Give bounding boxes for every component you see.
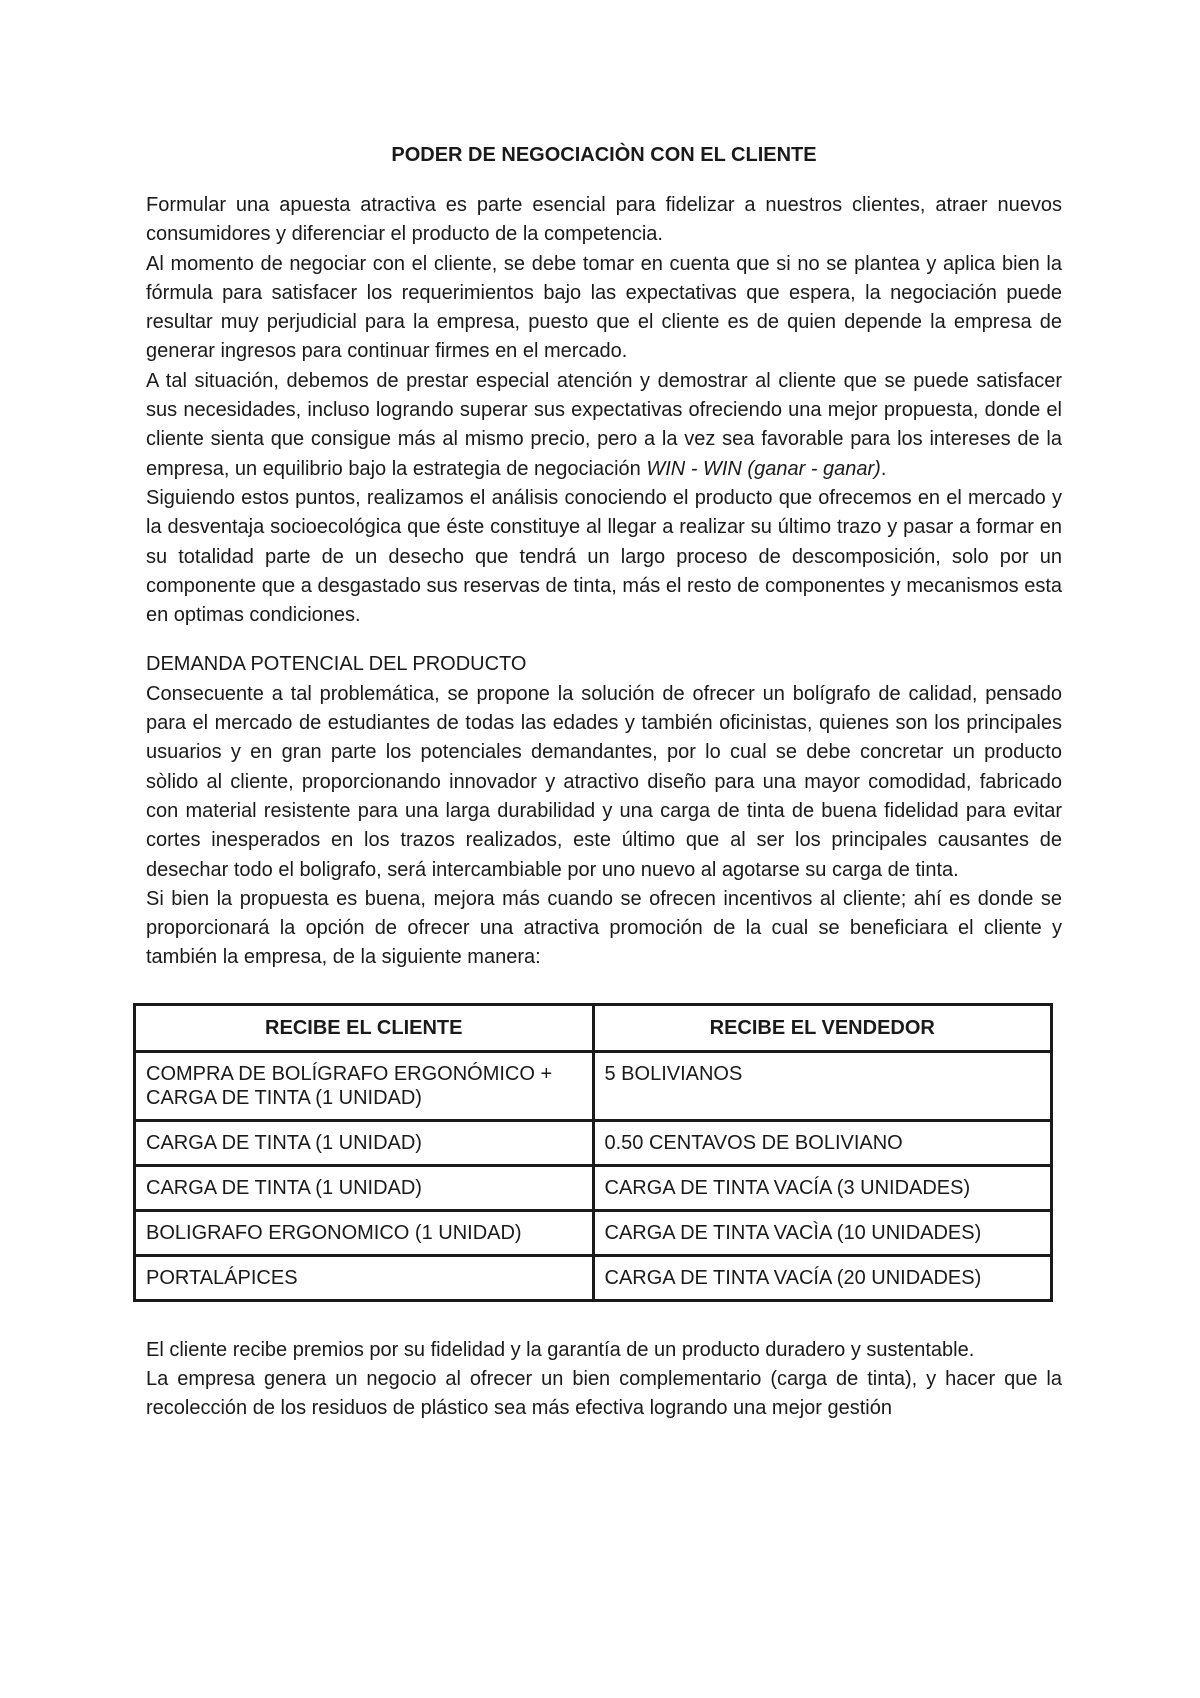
paragraph-win-text: A tal situación, debemos de prestar especial atención y demostrar al cliente que se puede satisfacer sus necesidades, incluso logrando superar sus expectativas ofreciendo una mejor propuesta, donde el cliente sienta que consigue más al mismo precio, pero a la vez sea favorable para los intereses de la empresa, un equilibrio bajo la estrategia de negociación <box>146 369 1062 480</box>
table-row <box>135 1165 1052 1210</box>
table-row <box>135 1255 1052 1300</box>
table-cell: COMPRA DE BOLÍGRAFO ERGONÓMICO + CARGA DE TINTA (1 UNIDAD) <box>135 1051 594 1120</box>
document-title: PODER DE NEGOCIACIÒN CON EL CLIENTE <box>391 144 817 166</box>
paragraph-win-strategy <box>146 367 1062 484</box>
table-cell: CARGA DE TINTA VACÌA (10 UNIDADES) <box>593 1210 1052 1255</box>
table-header-row <box>135 1004 1052 1051</box>
table-row <box>135 1210 1052 1255</box>
promotion-table <box>133 1003 1053 1302</box>
table-cell: 0.50 CENTAVOS DE BOLIVIANO <box>593 1120 1052 1165</box>
paragraph-closing-1: El cliente recibe premios por su fidelidad y la garantía de un producto duradero y sustentable. <box>146 1338 975 1361</box>
table-row <box>135 1120 1052 1165</box>
paragraph-demand-2: Si bien la propuesta es buena, mejora más cuando se ofrecen incentivos al cliente; ahí es donde se proporcionará la opción de ofrecer una atractiva promoción de la cual se beneficiara el cliente y también la empresa, de la siguiente manera: <box>146 887 1062 969</box>
spacer <box>146 630 1062 650</box>
header-seller-receives: RECIBE EL VENDEDOR <box>593 1004 1052 1051</box>
table-cell: PORTALÁPICES <box>135 1255 594 1300</box>
paragraph-closing-2: La empresa genera un negocio al ofrecer un bien complementario (carga de tinta), y hacer que la recolección de los residuos de plástico sea más efectiva logrando una mejor gestión <box>146 1368 1062 1420</box>
section-heading-demand: DEMANDA POTENCIAL DEL PRODUCTO <box>146 653 527 676</box>
paragraph-intro-2: Al momento de negociar con el cliente, se debe tomar en cuenta que si no se plantea y aplica bien la fórmula para satisfacer los requerimientos bajo las expectativas que espera, la negociación puede resultar muy perjudicial para la empresa, puesto que el cliente es de quien depende la empresa de generar ingresos para continuar firmes en el mercado. <box>146 252 1062 363</box>
paragraph-win-end: . <box>880 457 887 480</box>
table-row <box>135 1051 1052 1120</box>
table-cell: CARGA DE TINTA VACÍA (3 UNIDADES) <box>593 1165 1052 1210</box>
header-client-receives: RECIBE EL CLIENTE <box>135 1004 594 1051</box>
paragraph-demand-1: Consecuente a tal problemática, se propone la solución de ofrecer un bolígrafo de calidad, pensado para el mercado de estudiantes de todas las edades y también oficinistas, quienes son los principales usuarios y en gran parte los potenciales demandantes, por lo cual se debe concretar un producto sòlido al cliente, proporcionando innovador y atractivo diseño para una mayor comodidad, fabricado con material resistente para una larga durabilidad y una carga de tinta de buena fidelidad para evitar cortes inesperados en los trazos realizados, este último que al ser los principales causantes de desechar todo el boligrafo, será intercambiable por uno nuevo al agotarse su carga de tinta. <box>146 682 1062 881</box>
paragraph-analysis: Siguiendo estos puntos, realizamos el análisis conociendo el producto que ofrecemos en el mercado y la desventaja socioecológica que éste constituye al llegar a realizar su último trazo y pasar a formar en su totalidad parte de un desecho que tendrá un largo proceso de descomposición, solo por un componente que a desgastado sus reservas de tinta, más el resto de componentes y mecanismos esta en optimas condiciones. <box>146 486 1062 627</box>
table-cell: CARGA DE TINTA VACÍA (20 UNIDADES) <box>593 1255 1052 1300</box>
win-win-emphasis: WIN - WIN (ganar - ganar) <box>646 457 881 480</box>
paragraph-intro-1: Formular una apuesta atractiva es parte esencial para fidelizar a nuestros clientes, atraer nuevos consumidores y diferenciar el producto de la competencia. <box>146 194 1062 246</box>
table-cell: 5 BOLIVIANOS <box>593 1051 1052 1120</box>
table-cell: BOLIGRAFO ERGONOMICO (1 UNIDAD) <box>135 1210 594 1255</box>
document-page <box>146 140 1062 1424</box>
table-cell: CARGA DE TINTA (1 UNIDAD) <box>135 1165 594 1210</box>
table-cell: CARGA DE TINTA (1 UNIDAD) <box>135 1120 594 1165</box>
